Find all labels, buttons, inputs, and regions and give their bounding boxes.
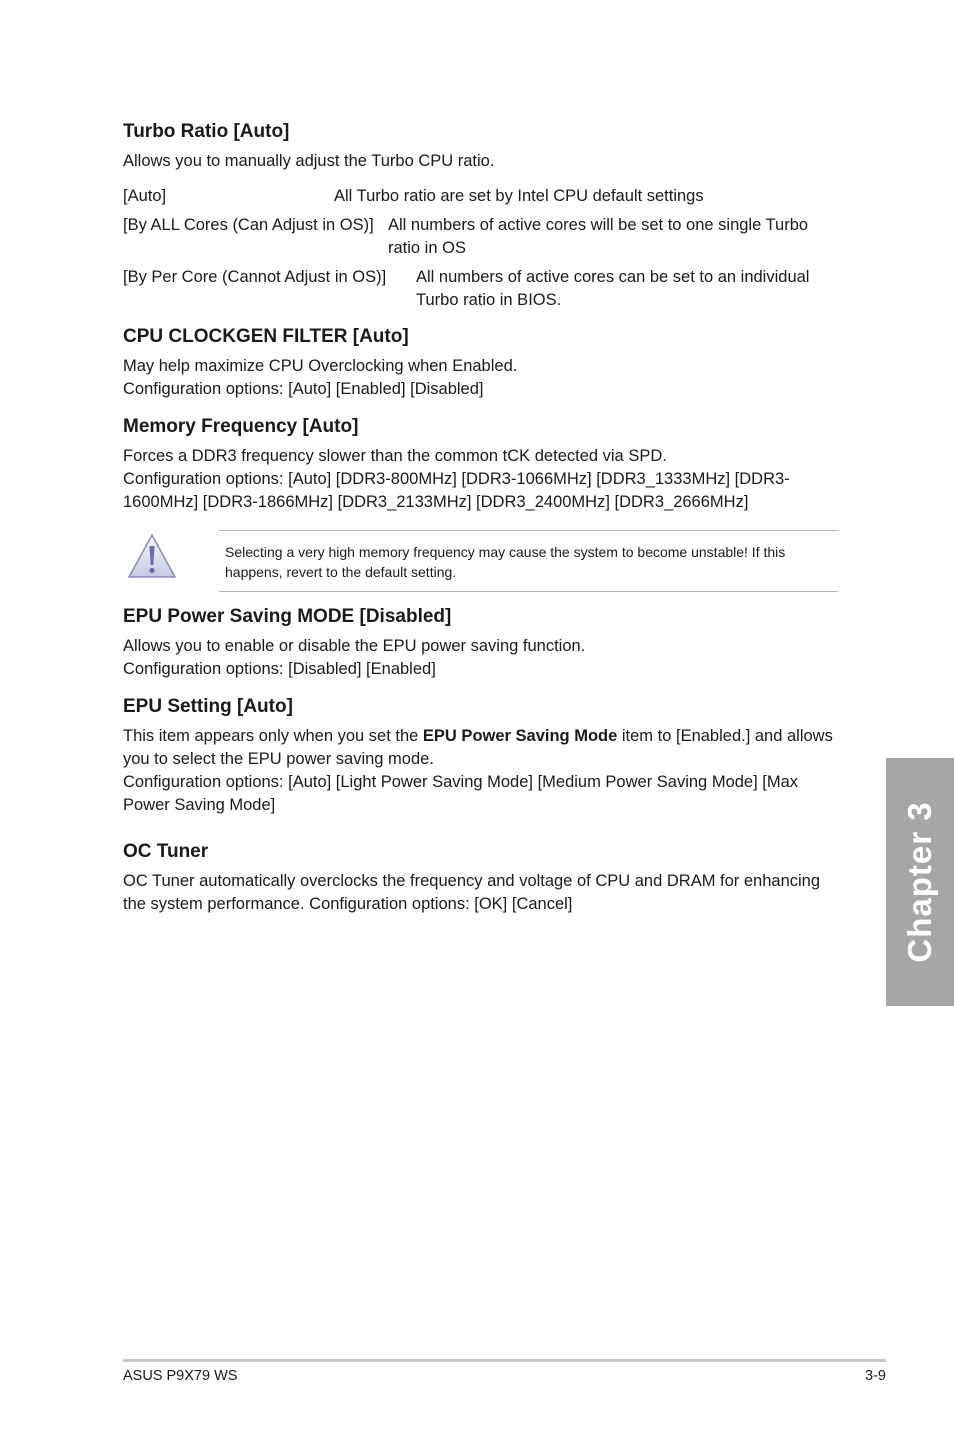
chapter-side-tab-label: Chapter 3 [901,801,938,963]
turbo-ratio-options [123,185,835,312]
section-heading-memory-frequency: Memory Frequency [Auto] [123,416,359,437]
section-heading-epu-power-saving-mode: EPU Power Saving MODE [Disabled] [123,606,452,627]
option-row [123,214,835,260]
epu-mode-options: Configuration options: [Disabled] [Enabled] [123,660,436,678]
epu-setting-description [123,725,835,771]
epu-setting-desc-post: item to [Enabled.] and allows you to select the EPU power saving mode. [123,727,833,768]
epu-mode-description: Allows you to enable or disable the EPU power saving function. [123,637,586,655]
option-key: [By ALL Cores (Can Adjust in OS)] [123,216,374,234]
footer-divider [123,1359,886,1362]
option-row [123,266,835,312]
option-key: [Auto] [123,187,167,205]
section-heading-epu-setting: EPU Setting [Auto] [123,696,293,717]
warning-note [123,530,835,592]
clockgen-description: May help maximize CPU Overclocking when Enabled. [123,357,518,375]
epu-setting-options: Configuration options: [Auto] [Light Power Saving Mode] [Medium Power Saving Mode] [Max Power Saving Mode] [123,773,799,814]
turbo-ratio-description: Allows you to manually adjust the Turbo CPU ratio. [123,152,495,170]
chapter-side-tab [886,758,954,1006]
epu-setting-desc-bold: EPU Power Saving Mode [422,727,618,745]
warning-icon [126,532,178,580]
footer-product-name: ASUS P9X79 WS [123,1368,238,1384]
page-content [123,119,835,916]
warning-note-text: Selecting a very high memory frequency may cause the system to become unstable! If this happens, revert to the default setting. [225,544,786,580]
section-heading-oc-tuner: OC Tuner [123,841,209,862]
option-key: [By Per Core (Cannot Adjust in OS)] [123,268,387,286]
memory-frequency-options: Configuration options: [Auto] [DDR3-800MHz] [DDR3-1066MHz] [DDR3_1333MHz] [DDR3-1600MHz] [DDR3-1866MHz] [DDR3_2133MHz] [DDR3_2400MHz] [DDR3_2666MHz] [123,470,790,511]
epu-setting-desc-pre: This item appears only when you set the [123,727,423,745]
clockgen-options: Configuration options: [Auto] [Enabled] [Disabled] [123,380,484,398]
option-row [123,185,835,208]
section-heading-turbo-ratio: Turbo Ratio [Auto] [123,121,290,142]
memory-frequency-description: Forces a DDR3 frequency slower than the common tCK detected via SPD. [123,447,667,465]
option-value: All numbers of active cores can be set to an individual Turbo ratio in BIOS. [416,268,810,309]
footer-page-number: 3-9 [865,1368,886,1384]
option-value: All Turbo ratio are set by Intel CPU default settings [334,187,704,205]
option-value: All numbers of active cores will be set to one single Turbo ratio in OS [388,216,809,257]
section-heading-cpu-clockgen-filter: CPU CLOCKGEN FILTER [Auto] [123,326,409,347]
oc-tuner-description: OC Tuner automatically overclocks the frequency and voltage of CPU and DRAM for enhancing the system performance. Configuration options: [OK] [Cancel] [123,872,821,913]
